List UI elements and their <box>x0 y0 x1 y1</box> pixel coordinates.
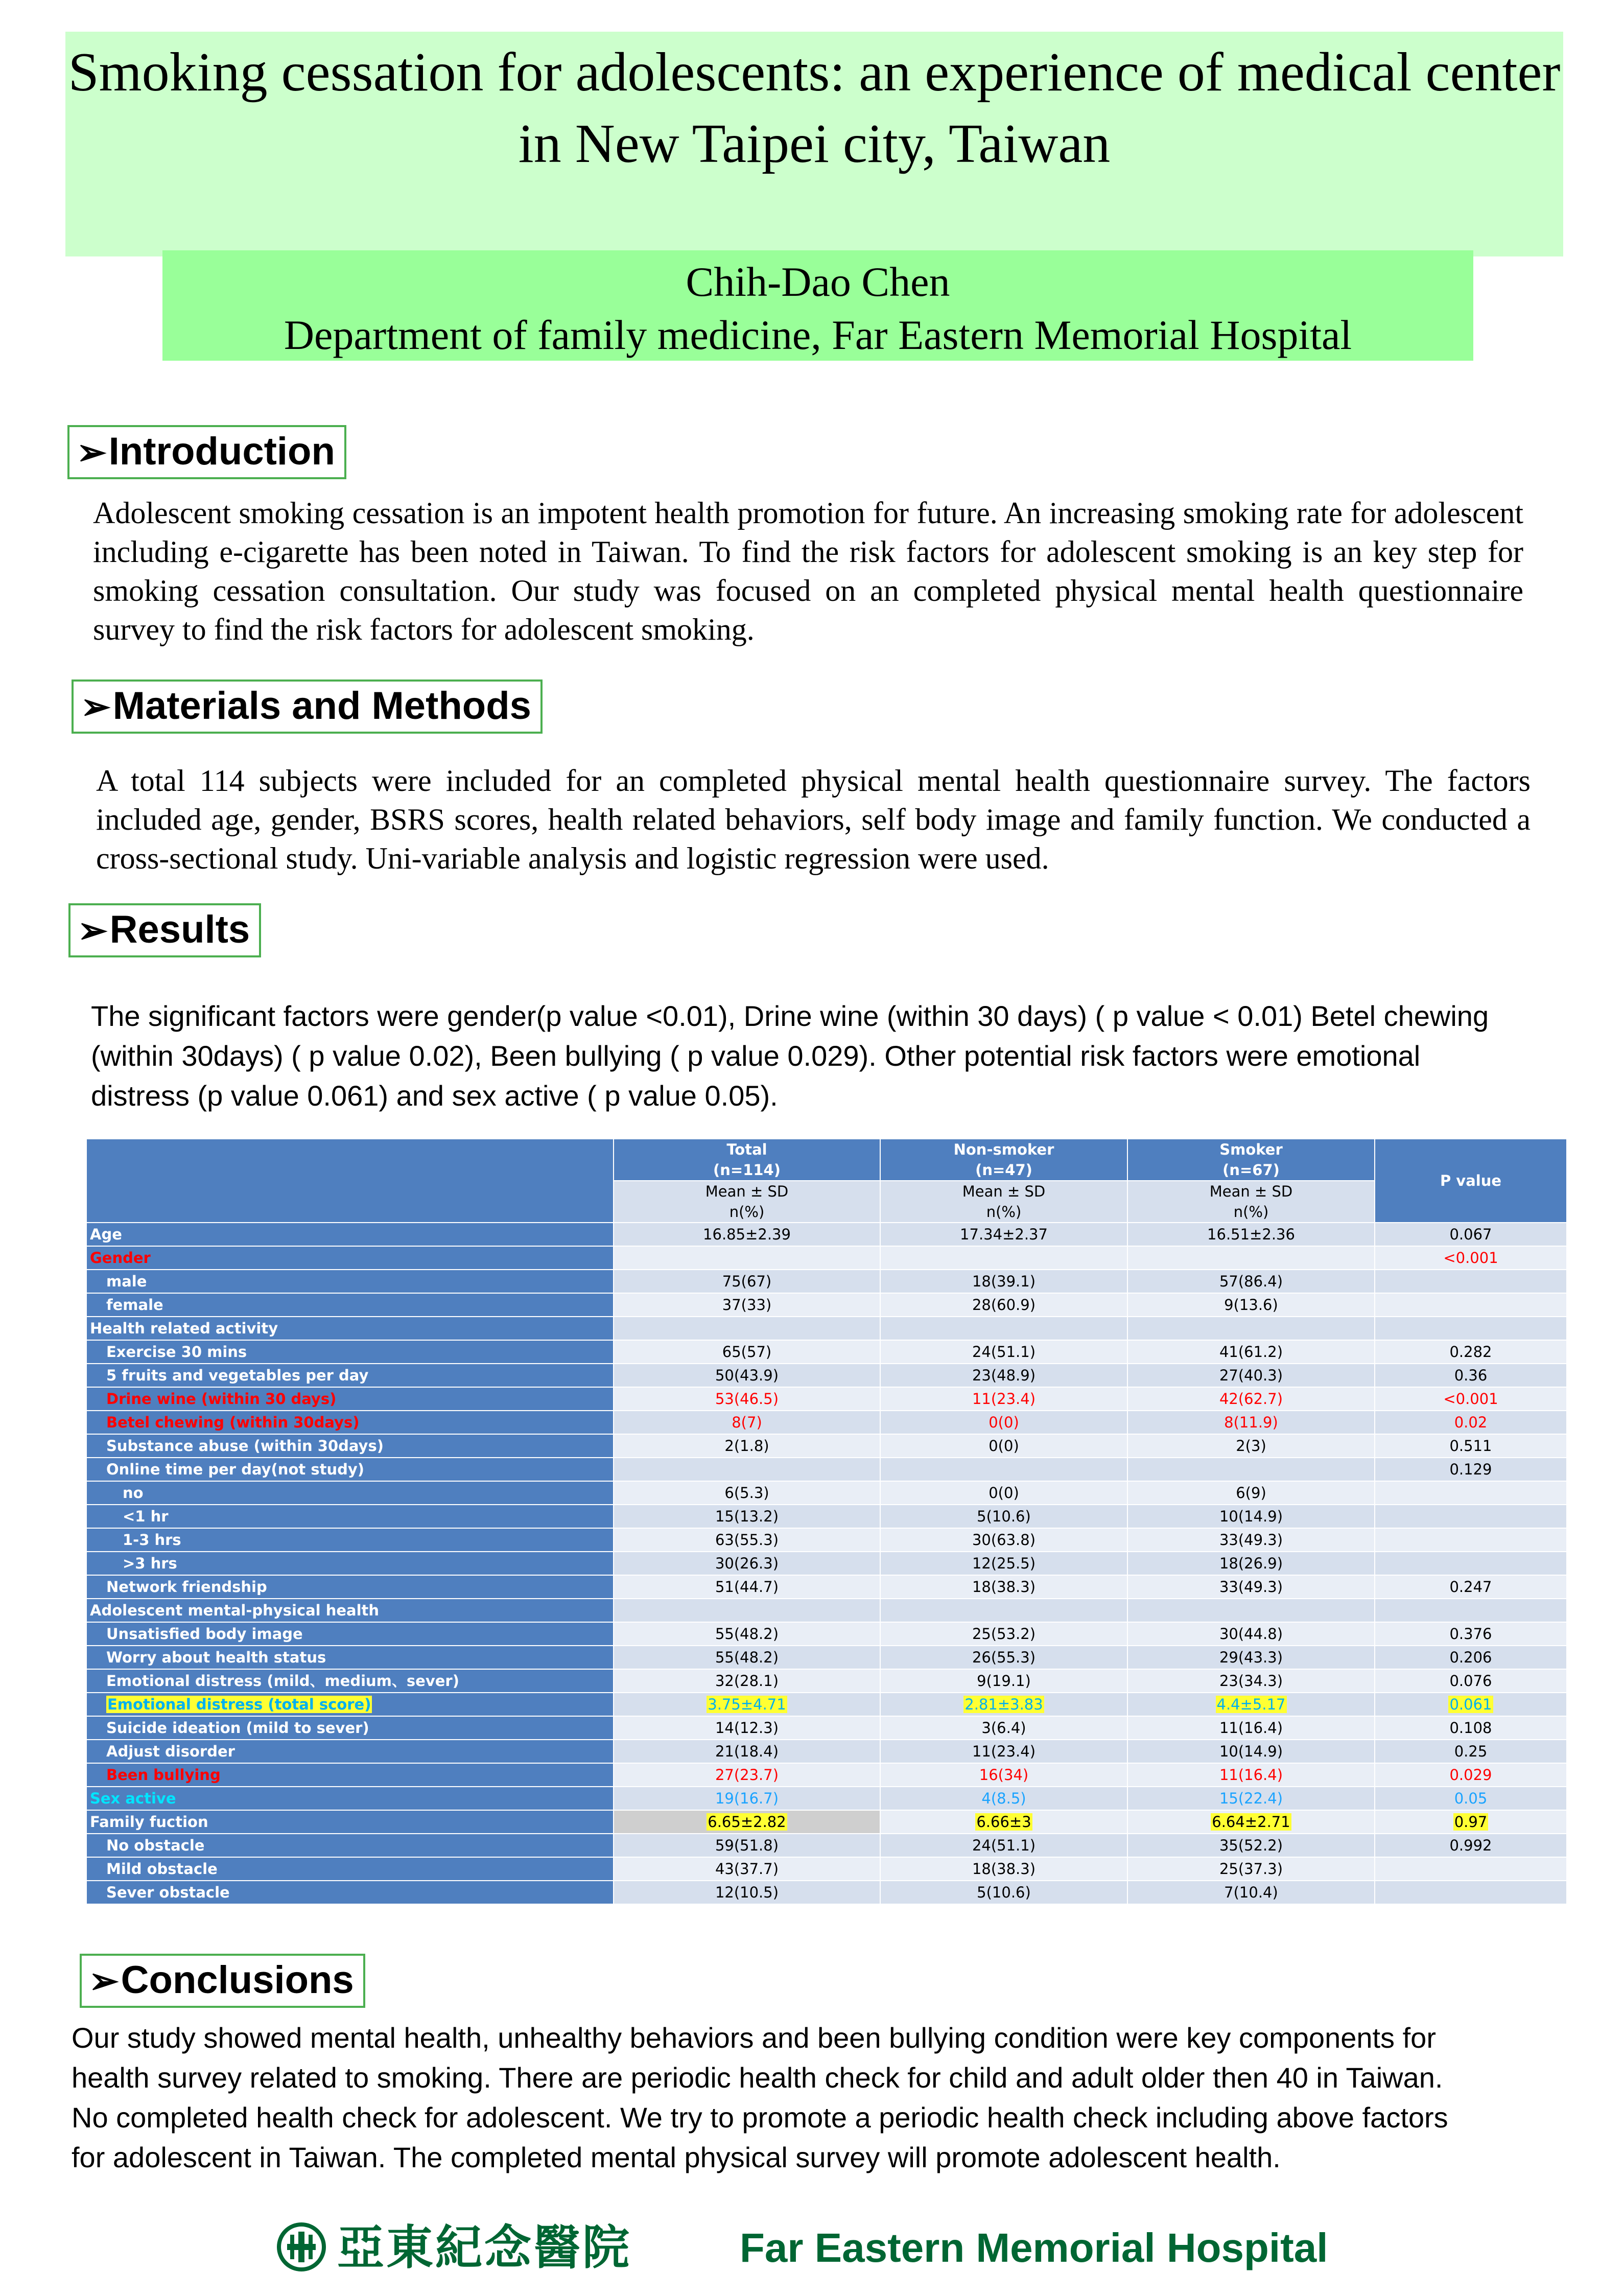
cell-non: 11(23.4) <box>880 1740 1127 1763</box>
row-label: Worry about health status <box>86 1646 614 1669</box>
cell-total: 32(28.1) <box>614 1669 880 1693</box>
row-label: Health related activity <box>86 1317 614 1340</box>
cell-p: 0.97 <box>1375 1810 1567 1834</box>
row-label: Sex active <box>86 1787 614 1810</box>
table-row <box>86 1481 1567 1505</box>
cell-smoker: 9(13.6) <box>1127 1293 1375 1317</box>
arrow-bullet-icon: ➢ <box>77 432 107 472</box>
row-label: Network friendship <box>86 1575 614 1599</box>
cell-p: 0.376 <box>1375 1622 1567 1646</box>
table-row <box>86 1505 1567 1528</box>
table-row <box>86 1622 1567 1646</box>
cell-p <box>1375 1528 1567 1552</box>
cell-non <box>880 1246 1127 1270</box>
table-row <box>86 1763 1567 1787</box>
cell-smoker: 42(62.7) <box>1127 1387 1375 1411</box>
row-label: >3 hrs <box>86 1552 614 1575</box>
cell-p: 0.108 <box>1375 1716 1567 1740</box>
cell-non: 4(8.5) <box>880 1787 1127 1810</box>
cell-p: 0.206 <box>1375 1646 1567 1669</box>
row-label: Emotional distress (total score) <box>86 1693 614 1716</box>
cell-p: 0.076 <box>1375 1669 1567 1693</box>
cell-p <box>1375 1857 1567 1881</box>
cell-non: 12(25.5) <box>880 1552 1127 1575</box>
cell-p <box>1375 1270 1567 1293</box>
cell-smoker <box>1127 1317 1375 1340</box>
table-row <box>86 1411 1567 1434</box>
cell-p <box>1375 1293 1567 1317</box>
cell-p <box>1375 1481 1567 1505</box>
cell-non: 0(0) <box>880 1481 1127 1505</box>
results-table <box>86 1138 1567 1905</box>
table-row <box>86 1270 1567 1293</box>
conclusions-heading: ➢Conclusions <box>80 1954 365 2008</box>
cell-p <box>1375 1317 1567 1340</box>
row-label: Suicide ideation (mild to sever) <box>86 1716 614 1740</box>
cell-smoker: 16.51±2.36 <box>1127 1223 1375 1246</box>
cell-smoker: 10(14.9) <box>1127 1740 1375 1763</box>
row-label: Adjust disorder <box>86 1740 614 1763</box>
cell-total: 6(5.3) <box>614 1481 880 1505</box>
hospital-english-name: Far Eastern Memorial Hospital <box>740 2225 1328 2270</box>
cell-p: 0.129 <box>1375 1458 1567 1481</box>
cell-non: 28(60.9) <box>880 1293 1127 1317</box>
results-text: The significant factors were gender(p value <0.01), Drine wine (within 30 days) ( p value < 0.01) Betel chewing (within 30days) ( p value 0.02), Been bullying ( p value 0.029). Other potential risk factors were emotional distress (p value 0.061) and sex active ( p value 0.05). <box>91 1000 1489 1112</box>
arrow-bullet-icon: ➢ <box>81 687 111 727</box>
cell-total: 65(57) <box>614 1340 880 1364</box>
cell-total: 27(23.7) <box>614 1763 880 1787</box>
row-label: No obstacle <box>86 1834 614 1857</box>
table-row <box>86 1387 1567 1411</box>
table-row <box>86 1646 1567 1669</box>
cell-non: 16(34) <box>880 1763 1127 1787</box>
cell-total: 55(48.2) <box>614 1646 880 1669</box>
introduction-text: Adolescent smoking cessation is an impotent health promotion for future. An increasing smoking rate for adolescent including e-cigarette has been noted in Taiwan. To find the risk factors for adolescent smoking is an key step for smoking cessation consultation. Our study was focused on an completed physical mental health questionnaire survey to find the risk factors for adolescent smoking. <box>93 496 1523 646</box>
table-row <box>86 1575 1567 1599</box>
cell-smoker <box>1127 1599 1375 1622</box>
cell-smoker: 41(61.2) <box>1127 1340 1375 1364</box>
cell-non: 11(23.4) <box>880 1387 1127 1411</box>
cell-total <box>614 1317 880 1340</box>
cell-non: 24(51.1) <box>880 1834 1127 1857</box>
row-label: Drine wine (within 30 days) <box>86 1387 614 1411</box>
cell-smoker: 29(43.3) <box>1127 1646 1375 1669</box>
table-row <box>86 1834 1567 1857</box>
cell-p <box>1375 1505 1567 1528</box>
cell-smoker: 8(11.9) <box>1127 1411 1375 1434</box>
row-label: Online time per day(not study) <box>86 1458 614 1481</box>
cell-smoker <box>1127 1246 1375 1270</box>
cell-smoker: 6(9) <box>1127 1481 1375 1505</box>
row-label: Substance abuse (within 30days) <box>86 1434 614 1458</box>
arrow-bullet-icon: ➢ <box>78 910 108 950</box>
cell-non: 17.34±2.37 <box>880 1223 1127 1246</box>
cell-total: 51(44.7) <box>614 1575 880 1599</box>
cell-smoker: 30(44.8) <box>1127 1622 1375 1646</box>
methods-heading: ➢Materials and Methods <box>72 680 543 734</box>
table-row <box>86 1364 1567 1387</box>
cell-p <box>1375 1881 1567 1904</box>
cell-p <box>1375 1599 1567 1622</box>
subheader-smoker: Mean ± SD n(%) <box>1127 1181 1375 1223</box>
cell-smoker: 18(26.9) <box>1127 1552 1375 1575</box>
table-row <box>86 1787 1567 1810</box>
cell-total <box>614 1458 880 1481</box>
table-row <box>86 1223 1567 1246</box>
subheader-non-smoker: Mean ± SD n(%) <box>880 1181 1127 1223</box>
cell-non: 0(0) <box>880 1434 1127 1458</box>
cell-total: 2(1.8) <box>614 1434 880 1458</box>
cell-smoker: 10(14.9) <box>1127 1505 1375 1528</box>
cell-p: <0.001 <box>1375 1387 1567 1411</box>
row-label: Been bullying <box>86 1763 614 1787</box>
cell-total: 21(18.4) <box>614 1740 880 1763</box>
cell-non: 30(63.8) <box>880 1528 1127 1552</box>
header-non-smoker: Non-smoker (n=47) <box>880 1139 1127 1181</box>
table-row <box>86 1599 1567 1622</box>
row-label: <1 hr <box>86 1505 614 1528</box>
cell-non: 5(10.6) <box>880 1505 1127 1528</box>
cell-smoker: 4.4±5.17 <box>1127 1693 1375 1716</box>
row-label: male <box>86 1270 614 1293</box>
cell-non: 23(48.9) <box>880 1364 1127 1387</box>
cell-non: 9(19.1) <box>880 1669 1127 1693</box>
cell-non: 0(0) <box>880 1411 1127 1434</box>
cell-p: 0.36 <box>1375 1364 1567 1387</box>
cell-smoker: 11(16.4) <box>1127 1716 1375 1740</box>
cell-non: 18(38.3) <box>880 1575 1127 1599</box>
arrow-bullet-icon: ➢ <box>89 1961 119 2001</box>
hospital-chinese-name: 亞東紀念醫院 <box>337 2220 632 2275</box>
cell-smoker: 27(40.3) <box>1127 1364 1375 1387</box>
table-row <box>86 1528 1567 1552</box>
conclusions-text: Our study showed mental health, unhealthy behaviors and been bullying condition were key components for health survey related to smoking. There are periodic health check for child and adult older then 40 in Taiwan. No completed health check for adolescent. We try to promote a periodic health check including above factors for adolescent in Taiwan. The completed mental physical survey will promote adolescent health. <box>72 2022 1448 2173</box>
cell-smoker: 33(49.3) <box>1127 1528 1375 1552</box>
row-label: Sever obstacle <box>86 1881 614 1904</box>
cell-p: <0.001 <box>1375 1246 1567 1270</box>
cell-non: 18(39.1) <box>880 1270 1127 1293</box>
results-heading: ➢Results <box>68 903 261 957</box>
cell-p: 0.282 <box>1375 1340 1567 1364</box>
author-name: Chih-Dao Chen <box>686 259 950 305</box>
table-row <box>86 1740 1567 1763</box>
cell-total: 59(51.8) <box>614 1834 880 1857</box>
row-label: Adolescent mental-physical health <box>86 1599 614 1622</box>
cell-non: 18(38.3) <box>880 1857 1127 1881</box>
header-total: Total (n=114) <box>614 1139 880 1181</box>
cell-p: 0.061 <box>1375 1693 1567 1716</box>
hospital-logo-icon <box>276 2221 327 2272</box>
cell-non: 2.81±3.83 <box>880 1693 1127 1716</box>
poster-title: Smoking cessation for adolescents: an experience of medical center in New Taipei city, Taiwan <box>68 42 1561 174</box>
cell-p: 0.067 <box>1375 1223 1567 1246</box>
cell-total: 53(46.5) <box>614 1387 880 1411</box>
cell-non: 5(10.6) <box>880 1881 1127 1904</box>
table-row <box>86 1458 1567 1481</box>
table-row <box>86 1246 1567 1270</box>
introduction-heading: ➢Introduction <box>67 425 346 479</box>
cell-total: 3.75±4.71 <box>614 1693 880 1716</box>
cell-total: 37(33) <box>614 1293 880 1317</box>
cell-total: 19(16.7) <box>614 1787 880 1810</box>
cell-total: 6.65±2.82 <box>614 1810 880 1834</box>
row-label: Gender <box>86 1246 614 1270</box>
table-row <box>86 1810 1567 1834</box>
cell-p: 0.05 <box>1375 1787 1567 1810</box>
cell-non <box>880 1599 1127 1622</box>
cell-smoker: 33(49.3) <box>1127 1575 1375 1599</box>
cell-smoker: 25(37.3) <box>1127 1857 1375 1881</box>
header-smoker: Smoker (n=67) <box>1127 1139 1375 1181</box>
table-row <box>86 1434 1567 1458</box>
header-p-value: P value <box>1375 1139 1567 1223</box>
cell-total: 8(7) <box>614 1411 880 1434</box>
cell-smoker: 7(10.4) <box>1127 1881 1375 1904</box>
table-row <box>86 1716 1567 1740</box>
row-label: Emotional distress (mild、medium、sever) <box>86 1669 614 1693</box>
author-block <box>162 255 1473 362</box>
cell-non: 26(55.3) <box>880 1646 1127 1669</box>
cell-smoker: 6.64±2.71 <box>1127 1810 1375 1834</box>
table-row <box>86 1317 1567 1340</box>
cell-total: 55(48.2) <box>614 1622 880 1646</box>
cell-non: 25(53.2) <box>880 1622 1127 1646</box>
cell-non: 6.66±3 <box>880 1810 1127 1834</box>
row-label: 1-3 hrs <box>86 1528 614 1552</box>
cell-smoker: 15(22.4) <box>1127 1787 1375 1810</box>
cell-smoker: 23(34.3) <box>1127 1669 1375 1693</box>
subheader-total: Mean ± SD n(%) <box>614 1181 880 1223</box>
table-row <box>86 1857 1567 1881</box>
cell-non <box>880 1458 1127 1481</box>
cell-total <box>614 1599 880 1622</box>
row-label: 5 fruits and vegetables per day <box>86 1364 614 1387</box>
cell-p: 0.25 <box>1375 1740 1567 1763</box>
row-label: Family fuction <box>86 1810 614 1834</box>
row-label: female <box>86 1293 614 1317</box>
cell-p: 0.992 <box>1375 1834 1567 1857</box>
cell-p: 0.247 <box>1375 1575 1567 1599</box>
cell-non <box>880 1317 1127 1340</box>
author-affiliation: Department of family medicine, Far Eastern Memorial Hospital <box>284 312 1352 358</box>
cell-smoker: 35(52.2) <box>1127 1834 1375 1857</box>
table-row <box>86 1340 1567 1364</box>
cell-p <box>1375 1552 1567 1575</box>
table-row <box>86 1669 1567 1693</box>
table-row <box>86 1693 1567 1716</box>
cell-p: 0.511 <box>1375 1434 1567 1458</box>
cell-total: 15(13.2) <box>614 1505 880 1528</box>
cell-total: 63(55.3) <box>614 1528 880 1552</box>
cell-total <box>614 1246 880 1270</box>
cell-non: 3(6.4) <box>880 1716 1127 1740</box>
cell-total: 30(26.3) <box>614 1552 880 1575</box>
row-label: no <box>86 1481 614 1505</box>
table-header-blank <box>86 1139 614 1223</box>
cell-total: 43(37.7) <box>614 1857 880 1881</box>
cell-smoker <box>1127 1458 1375 1481</box>
row-label: Mild obstacle <box>86 1857 614 1881</box>
cell-total: 12(10.5) <box>614 1881 880 1904</box>
row-label: Unsatisfied body image <box>86 1622 614 1646</box>
methods-text: A total 114 subjects were included for an completed physical mental health questionnaire survey. The factors included age, gender, BSRS scores, health related behaviors, self body image and family function. We conducted a cross-sectional study. Uni-variable analysis and logistic regression were used. <box>96 764 1531 875</box>
cell-smoker: 2(3) <box>1127 1434 1375 1458</box>
cell-non: 24(51.1) <box>880 1340 1127 1364</box>
cell-p: 0.02 <box>1375 1411 1567 1434</box>
row-label: Exercise 30 mins <box>86 1340 614 1364</box>
table-row <box>86 1881 1567 1904</box>
row-label: Age <box>86 1223 614 1246</box>
cell-total: 14(12.3) <box>614 1716 880 1740</box>
cell-p: 0.029 <box>1375 1763 1567 1787</box>
table-row <box>86 1552 1567 1575</box>
cell-smoker: 57(86.4) <box>1127 1270 1375 1293</box>
cell-total: 75(67) <box>614 1270 880 1293</box>
table-row <box>86 1293 1567 1317</box>
cell-smoker: 11(16.4) <box>1127 1763 1375 1787</box>
row-label: Betel chewing (within 30days) <box>86 1411 614 1434</box>
cell-total: 50(43.9) <box>614 1364 880 1387</box>
cell-total: 16.85±2.39 <box>614 1223 880 1246</box>
